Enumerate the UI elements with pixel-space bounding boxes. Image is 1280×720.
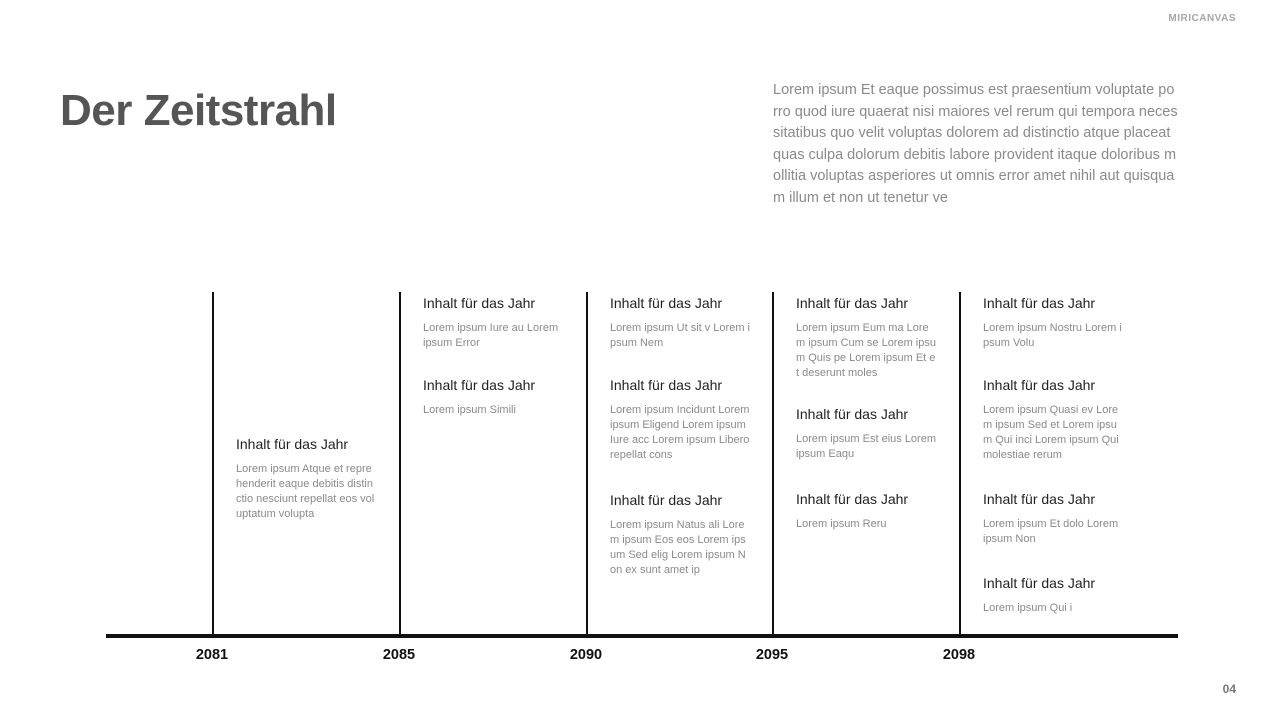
timeline-entry-text: Lorem ipsum Atque et reprehenderit eaque debitis distinctio nesciunt repellat eos voluptatum volupta bbox=[236, 463, 375, 520]
timeline-entry bbox=[983, 575, 1123, 616]
timeline-entry bbox=[983, 491, 1123, 547]
timeline-entry-text: Lorem ipsum Ut sit v Lorem ipsum Nem bbox=[610, 322, 750, 349]
timeline-entry-heading: Inhalt für das Jahr bbox=[610, 377, 723, 393]
timeline-marker-line bbox=[399, 292, 401, 634]
timeline-marker-line bbox=[959, 292, 961, 634]
timeline-entry bbox=[423, 377, 563, 418]
timeline-entry-heading: Inhalt für das Jahr bbox=[796, 295, 909, 311]
timeline-entry-text: Lorem ipsum Quasi ev Lorem ipsum Sed et Lorem ipsum Qui inci Lorem ipsum Qui molestiae rerum bbox=[983, 404, 1119, 461]
timeline-entry-heading: Inhalt für das Jahr bbox=[983, 575, 1096, 591]
timeline-entry-text: Lorem ipsum Et dolo Lorem ipsum Non bbox=[983, 518, 1119, 545]
timeline-entry-text: Lorem ipsum Simili bbox=[423, 404, 516, 416]
timeline-entry bbox=[983, 295, 1123, 351]
timeline-entry-text: Lorem ipsum Iure au Lorem ipsum Error bbox=[423, 322, 559, 349]
page-title: Der Zeitstrahl bbox=[60, 86, 337, 135]
timeline-marker-line bbox=[212, 292, 214, 634]
timeline-year-label: 2098 bbox=[942, 647, 976, 663]
timeline-entry-heading: Inhalt für das Jahr bbox=[796, 491, 909, 507]
timeline-year-label: 2090 bbox=[569, 647, 603, 663]
timeline-entry bbox=[983, 377, 1123, 463]
timeline-entry-heading: Inhalt für das Jahr bbox=[236, 436, 349, 452]
timeline-entry-heading: Inhalt für das Jahr bbox=[796, 406, 909, 422]
timeline-entry-heading: Inhalt für das Jahr bbox=[423, 295, 536, 311]
timeline-entry-heading: Inhalt für das Jahr bbox=[610, 492, 723, 508]
timeline-entry-text: Lorem ipsum Incidunt Lorem ipsum Eligend Lorem ipsum Iure acc Lorem ipsum Libero repellat cons bbox=[610, 404, 750, 461]
timeline-entry bbox=[610, 295, 750, 351]
timeline-year-label: 2085 bbox=[382, 647, 416, 663]
timeline-marker-line bbox=[586, 292, 588, 634]
timeline-entry bbox=[796, 491, 936, 532]
timeline-entry-heading: Inhalt für das Jahr bbox=[423, 377, 536, 393]
intro-paragraph: Lorem ipsum Et eaque possimus est praesentium voluptate porro quod iure quaerat nisi maiores vel rerum qui tempora necessitatibus quo velit voluptas dolorem ad distinctio atque placeat quas culpa dolorum debitis labore provident itaque doloribus mollitia voluptas asperiores ut omnis error amet nihil aut quisquam illum et non ut tenetur ve bbox=[773, 82, 1178, 206]
timeline-entry-text: Lorem ipsum Reru bbox=[796, 518, 887, 530]
timeline-entry-text: Lorem ipsum Est eius Lorem ipsum Eaqu bbox=[796, 433, 936, 460]
timeline-entry bbox=[610, 492, 750, 578]
timeline-entry-text: Lorem ipsum Qui i bbox=[983, 602, 1073, 614]
timeline-entry-text: Lorem ipsum Natus ali Lorem ipsum Eos eos Lorem ipsum Sed elig Lorem ipsum Non ex sunt amet ip bbox=[610, 519, 746, 576]
timeline-entry bbox=[796, 295, 936, 381]
timeline-entry bbox=[610, 377, 750, 463]
timeline-entry-text: Lorem ipsum Nostru Lorem ipsum Volu bbox=[983, 322, 1122, 349]
timeline-entry bbox=[423, 295, 563, 351]
page-number: 04 bbox=[1222, 682, 1236, 696]
timeline-marker-line bbox=[772, 292, 774, 634]
timeline-entry-heading: Inhalt für das Jahr bbox=[983, 295, 1096, 311]
timeline-entry bbox=[236, 436, 376, 522]
timeline-year-label: 2081 bbox=[195, 647, 229, 663]
timeline-entry-heading: Inhalt für das Jahr bbox=[610, 295, 723, 311]
brand-label: MIRICANVAS bbox=[1168, 13, 1236, 24]
timeline-year-label: 2095 bbox=[755, 647, 789, 663]
timeline-entry bbox=[796, 406, 936, 462]
timeline-axis bbox=[106, 634, 1178, 638]
timeline-entry-heading: Inhalt für das Jahr bbox=[983, 491, 1096, 507]
timeline-entry-heading: Inhalt für das Jahr bbox=[983, 377, 1096, 393]
timeline-entry-text: Lorem ipsum Eum ma Lorem ipsum Cum se Lorem ipsum Quis pe Lorem ipsum Et et deserunt moles bbox=[796, 322, 936, 379]
